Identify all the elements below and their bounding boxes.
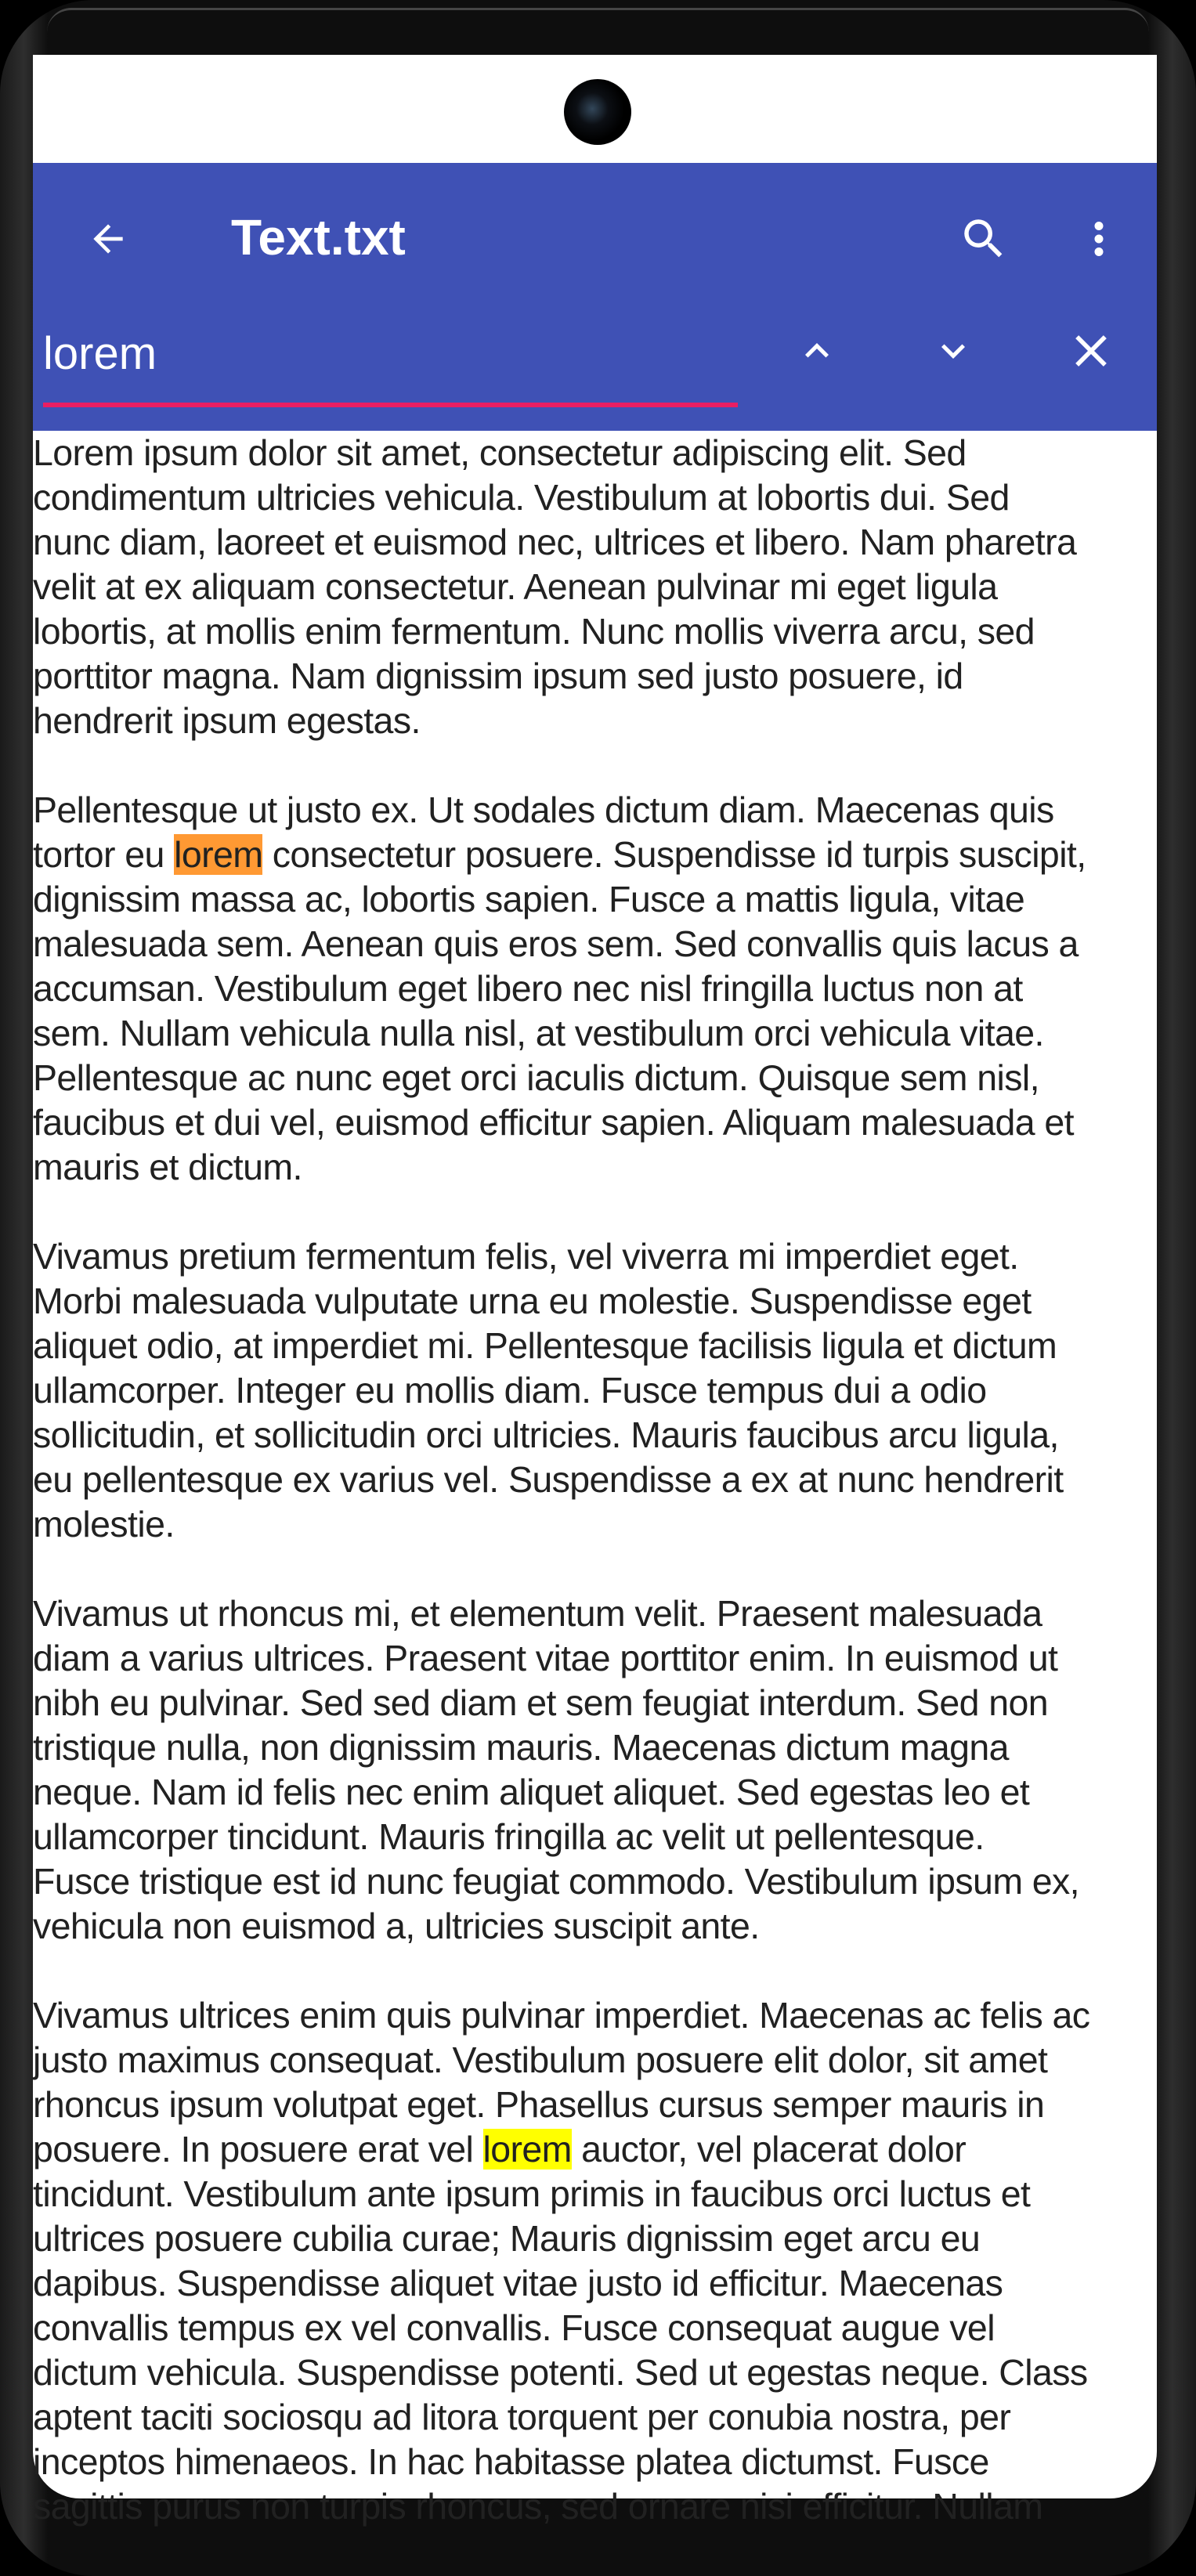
text-segment: eu pellentesque ex varius vel. Suspendisse a ex at nunc hendrerit bbox=[33, 1459, 1064, 1500]
text-segment: mauris et dictum. bbox=[33, 1147, 302, 1187]
text-segment: Pellentesque ut justo ex. Ut sodales dictum diam. Maecenas quis bbox=[33, 789, 1054, 830]
paragraph bbox=[33, 431, 1157, 743]
text-line bbox=[33, 1279, 1157, 1324]
text-line bbox=[33, 2127, 1157, 2172]
text-segment: accumsan. Vestibulum eget libero nec nisl fringilla luctus non at bbox=[33, 968, 1023, 1009]
text-segment: dapibus. Suspendisse aliquet vitae justo id efficitur. Maecenas bbox=[33, 2263, 1003, 2303]
text-segment: rhoncus ipsum volutpat eget. Phasellus cursus semper mauris in bbox=[33, 2084, 1045, 2125]
text-segment: condimentum ultricies vehicula. Vestibulum at lobortis dui. Sed bbox=[33, 477, 1010, 518]
text-line bbox=[33, 2217, 1157, 2261]
search-input[interactable] bbox=[43, 318, 740, 388]
find-bar bbox=[33, 312, 1157, 429]
next-match-button[interactable] bbox=[914, 312, 992, 390]
text-line bbox=[33, 609, 1157, 654]
text-line bbox=[33, 1324, 1157, 1368]
text-line bbox=[33, 1100, 1157, 1145]
text-line bbox=[33, 1458, 1157, 1502]
text-line bbox=[33, 565, 1157, 609]
text-segment: tincidunt. Vestibulum ante ipsum primis in faucibus orci luctus et bbox=[33, 2173, 1031, 2214]
text-line bbox=[33, 788, 1157, 833]
text-segment: nunc diam, laoreet et euismod nec, ultrices et libero. Nam pharetra bbox=[33, 522, 1077, 562]
close-search-button[interactable] bbox=[1052, 312, 1130, 390]
text-line bbox=[33, 1234, 1157, 1279]
text-segment: aptent taciti sociosqu ad litora torquent per conubia nostra, per bbox=[33, 2397, 1011, 2437]
text-line bbox=[33, 2440, 1157, 2484]
text-segment: ullamcorper. Integer eu mollis diam. Fusce tempus dui a odio bbox=[33, 1370, 987, 1411]
text-segment: dignissim massa ac, lobortis sapien. Fusce a mattis ligula, vitae bbox=[33, 879, 1025, 919]
text-line bbox=[33, 2395, 1157, 2440]
text-segment: diam a varius ultrices. Praesent vitae porttitor enim. In euismod ut bbox=[33, 1638, 1058, 1678]
text-segment: porttitor magna. Nam dignissim ipsum sed justo posuere, id bbox=[33, 656, 963, 696]
text-segment: vehicula non euismod a, ultricies suscipit ante. bbox=[33, 1906, 760, 1946]
page-title: Text.txt bbox=[231, 209, 406, 266]
text-line bbox=[33, 1413, 1157, 1458]
text-line bbox=[33, 1725, 1157, 1770]
search-match: lorem bbox=[482, 2129, 572, 2170]
status-bar bbox=[33, 55, 1157, 163]
text-segment: velit at ex aliquam consectetur. Aenean pulvinar mi eget ligula bbox=[33, 566, 998, 607]
text-line bbox=[33, 1011, 1157, 1056]
document-text bbox=[33, 431, 1157, 2574]
more-options-button[interactable] bbox=[1060, 200, 1138, 278]
paragraph bbox=[33, 1591, 1157, 1949]
text-segment: inceptos himenaeos. In hac habitasse platea dictumst. Fusce bbox=[33, 2441, 989, 2482]
text-segment: justo maximus consequat. Vestibulum posuere elit dolor, sit amet bbox=[33, 2039, 1048, 2080]
bottom-bezel bbox=[0, 2498, 1196, 2576]
text-segment: Fusce tristique est id nunc feugiat commodo. Vestibulum ipsum ex, bbox=[33, 1861, 1079, 1902]
front-camera bbox=[564, 79, 631, 145]
previous-match-button[interactable] bbox=[778, 312, 856, 390]
text-line bbox=[33, 1368, 1157, 1413]
text-line bbox=[33, 654, 1157, 699]
screen bbox=[33, 55, 1157, 2527]
text-segment: sollicitudin, et sollicitudin orci ultricies. Mauris faucibus arcu ligula, bbox=[33, 1414, 1059, 1455]
current-search-match: lorem bbox=[174, 834, 263, 875]
text-line bbox=[33, 1815, 1157, 1859]
text-segment: Pellentesque ac nunc eget orci iaculis dictum. Quisque sem nisl, bbox=[33, 1057, 1039, 1098]
text-line bbox=[33, 520, 1157, 565]
text-segment: Vivamus pretium fermentum felis, vel viverra mi imperdiet eget. bbox=[33, 1236, 1019, 1277]
text-line bbox=[33, 475, 1157, 520]
paragraph bbox=[33, 1234, 1157, 1547]
text-segment: sagittis purus non turpis rhoncus, sed ornare nisi efficitur. Nullam bbox=[33, 2486, 1043, 2527]
text-segment: auctor, vel placerat dolor bbox=[571, 2129, 967, 2170]
text-segment: malesuada sem. Aenean quis eros sem. Sed convallis quis lacus a bbox=[33, 923, 1079, 964]
search-icon bbox=[958, 213, 1010, 265]
text-segment: consectetur posuere. Suspendisse id turpis suscipit, bbox=[262, 834, 1086, 875]
text-line bbox=[33, 1636, 1157, 1681]
text-line bbox=[33, 2306, 1157, 2350]
text-line bbox=[33, 966, 1157, 1011]
text-line bbox=[33, 699, 1157, 743]
text-line bbox=[33, 1056, 1157, 1100]
text-line bbox=[33, 2261, 1157, 2306]
text-segment: lobortis, at mollis enim fermentum. Nunc mollis viverra arcu, sed bbox=[33, 611, 1035, 652]
toolbar bbox=[33, 186, 1157, 288]
text-line bbox=[33, 2172, 1157, 2217]
arrow-left-icon bbox=[86, 217, 130, 261]
text-segment: Vivamus ultrices enim quis pulvinar imperdiet. Maecenas ac felis ac bbox=[33, 1995, 1090, 2036]
text-line bbox=[33, 1904, 1157, 1949]
text-segment: tristique nulla, non dignissim mauris. Maecenas dictum magna bbox=[33, 1727, 1009, 1768]
search-button[interactable] bbox=[945, 200, 1023, 278]
text-segment: hendrerit ipsum egestas. bbox=[33, 700, 421, 741]
text-line bbox=[33, 1859, 1157, 1904]
text-line bbox=[33, 431, 1157, 475]
text-segment: neque. Nam id felis nec enim aliquet aliquet. Sed egestas leo et bbox=[33, 1772, 1030, 1812]
text-line bbox=[33, 2083, 1157, 2127]
text-segment: tortor eu bbox=[33, 834, 175, 875]
text-segment: convallis tempus ex vel convallis. Fusce consequat augue vel bbox=[33, 2307, 995, 2348]
text-line bbox=[33, 1502, 1157, 1547]
text-line bbox=[33, 1993, 1157, 2038]
chevron-up-icon bbox=[793, 327, 840, 374]
text-line bbox=[33, 2350, 1157, 2395]
text-segment: ullamcorper tincidunt. Mauris fringilla ac velit ut pellentesque. bbox=[33, 1816, 985, 1857]
text-segment: ultrices posuere cubilia curae; Mauris dignissim eget arcu eu bbox=[33, 2218, 981, 2259]
text-line bbox=[33, 1681, 1157, 1725]
text-line bbox=[33, 2038, 1157, 2083]
text-line bbox=[33, 1591, 1157, 1636]
paragraph bbox=[33, 1993, 1157, 2529]
close-icon bbox=[1064, 324, 1118, 378]
text-line bbox=[33, 1770, 1157, 1815]
text-segment: molestie. bbox=[33, 1504, 175, 1545]
more-vert-icon bbox=[1073, 213, 1125, 265]
text-segment: faucibus et dui vel, euismod efficitur sapien. Aliquam malesuada et bbox=[33, 1102, 1074, 1143]
paragraph bbox=[33, 788, 1157, 1190]
text-segment: sem. Nullam vehicula nulla nisl, at vestibulum orci vehicula vitae. bbox=[33, 1013, 1044, 1053]
text-segment: dictum vehicula. Suspendisse potenti. Sed ut egestas neque. Class bbox=[33, 2352, 1088, 2393]
text-segment: Morbi malesuada vulputate urna eu molestie. Suspendisse eget bbox=[33, 1281, 1032, 1321]
chevron-down-icon bbox=[930, 327, 977, 374]
bezel-highlight bbox=[47, 8, 1149, 32]
text-line bbox=[33, 1145, 1157, 1190]
text-segment: Lorem ipsum dolor sit amet, consectetur adipiscing elit. Sed bbox=[33, 432, 967, 473]
text-segment: nibh eu pulvinar. Sed sed diam et sem feugiat interdum. Sed non bbox=[33, 1682, 1049, 1723]
text-segment: aliquet odio, at imperdiet mi. Pellentesque facilisis ligula et dictum bbox=[33, 1325, 1057, 1366]
text-segment: Vivamus ut rhoncus mi, et elementum velit. Praesent malesuada bbox=[33, 1593, 1042, 1634]
text-segment: posuere. In posuere erat vel bbox=[33, 2129, 483, 2170]
text-line bbox=[33, 833, 1157, 877]
app-bar bbox=[33, 163, 1157, 431]
text-line bbox=[33, 877, 1157, 922]
text-line bbox=[33, 922, 1157, 966]
back-button[interactable] bbox=[69, 200, 147, 278]
search-input-underline bbox=[43, 403, 738, 407]
